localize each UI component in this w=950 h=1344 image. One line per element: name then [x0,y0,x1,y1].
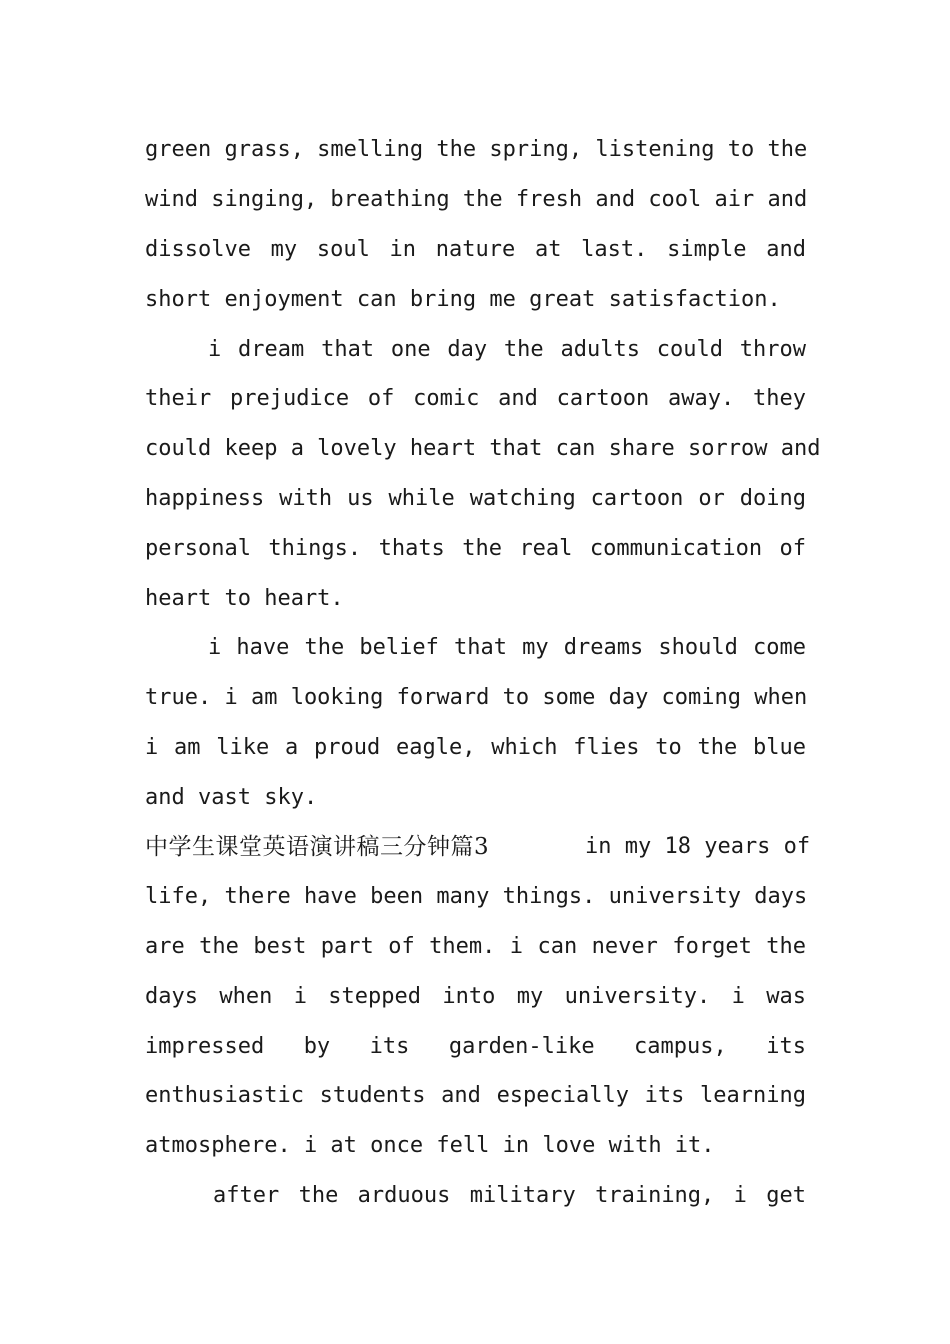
text-line: dissolve my soul in nature at last. simple and [145,237,806,262]
text-line: personal things. thats the real communication of [145,536,806,561]
text-line: could keep a lovely heart that can share sorrow and [145,436,821,461]
text-line: short enjoyment can bring me great satisfaction. [145,287,781,312]
text-line: atmosphere. i at once fell in love with it. [145,1133,715,1158]
text-line: green grass, smelling the spring, listening to the [145,137,808,162]
text-line: wind singing, breathing the fresh and cool air and [145,187,808,212]
text-line: their prejudice of comic and cartoon away. they [145,386,806,411]
paragraph-first-line: after the arduous military training, i get [213,1183,806,1208]
paragraph-first-line: i dream that one day the adults could throw [208,337,806,362]
text-line: true. i am looking forward to some day coming when [145,685,808,710]
section-heading-line [145,832,811,862]
section-heading: 中学生课堂英语演讲稿三分钟篇3 [145,834,490,860]
paragraph-first-line: i have the belief that my dreams should come [208,635,806,660]
text-line: happiness with us while watching cartoon or doing [145,486,806,511]
text-line: days when i stepped into my university. i was [145,984,806,1009]
text-line: life, there have been many things. university days [145,884,808,909]
text-line: impressed by its garden-like campus, its [145,1034,806,1059]
text-line: are the best part of them. i can never forget the [145,934,806,959]
text-line: heart to heart. [145,586,344,611]
text-line: enthusiastic students and especially its learning [145,1083,806,1108]
text-line: and vast sky. [145,785,318,810]
text-line: i am like a proud eagle, which flies to the blue [145,735,806,760]
heading-continuation-text: in my 18 years of [585,834,811,859]
